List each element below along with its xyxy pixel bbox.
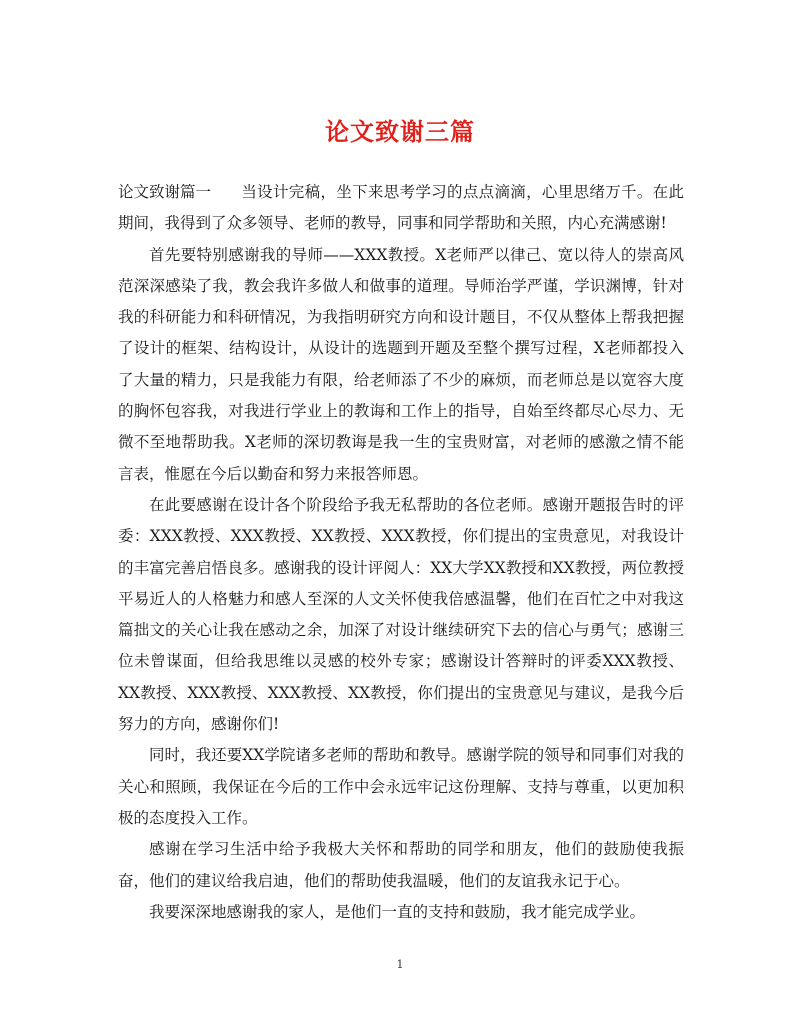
paragraph-intro: [118, 177, 684, 240]
paragraph: 我要深深地感谢我的家人，是他们一直的支持和鼓励，我才能完成学业。: [149, 902, 646, 921]
document-body: [118, 177, 684, 928]
paragraph: 感谢在学习生活中给予我极大关怀和帮助的同学和朋友，他们的鼓励使我振奋，他们的建议给我启迪，他们的帮助使我温暖，他们的友谊我永记于心。: [118, 840, 684, 890]
section-heading: 论文致谢篇一: [118, 183, 212, 201]
page-title: 论文致谢三篇: [325, 117, 475, 146]
paragraph: 在此要感谢在设计各个阶段给予我无私帮助的各位老师。感谢开题报告时的评委：XXX教授、XXX教授、XX教授、XXX教授，你们提出的宝贵意见，对我设计的丰富完善启悟良多。感谢我的设计评阅人：XX大学XX教授和XX教授，两位教授平易近人的人格魅力和感人至深的人文关怀使我倍感温馨，他们在百忙之中对我这篇拙文的关心让我在感动之余，加深了对设计继续研究下去的信心与勇气；感谢三位未曾谋面，但给我思维以灵感的校外专家；感谢设计答辩时的评委XXX教授、XX教授、XXX教授、XXX教授、XX教授，你们提出的宝贵意见与建议，是我今后努力的方向，感谢你们!: [118, 495, 684, 734]
paragraph: 同时，我还要XX学院诸多老师的帮助和教导。感谢学院的领导和同事们对我的关心和照顾，我保证在今后的工作中会永远牢记这份理解、支持与尊重，以更加积极的态度投入工作。: [118, 746, 684, 827]
paragraph-intro-text: 当设计完稿，坐下来思考学习的点点滴滴，心里思绪万千。在此期间，我得到了众多领导、老师的教导，同事和同学帮助和关照，内心充满感谢!: [118, 183, 684, 233]
paragraph: 首先要特别感谢我的导师——XXX教授。X老师严以律己、宽以待人的崇高风范深深感染了我，教会我许多做人和做事的道理。导师治学严谨，学识渊博，针对我的科研能力和科研情况，为我指明研究方向和设计题目，不仅从整体上帮我把握了设计的框架、结构设计，从设计的选题到开题及至整个撰写过程，X老师都投入了大量的精力，只是我能力有限，给老师添了不少的麻烦，而老师总是以宽容大度的胸怀包容我，对我进行学业上的教诲和工作上的指导，自始至终都尽心尽力、无微不至地帮助我。X老师的深切教诲是我一生的宝贵财富，对老师的感激之情不能言表，惟愿在今后以勤奋和努力来报答师恩。: [118, 245, 684, 483]
page-number: 1: [396, 958, 404, 971]
